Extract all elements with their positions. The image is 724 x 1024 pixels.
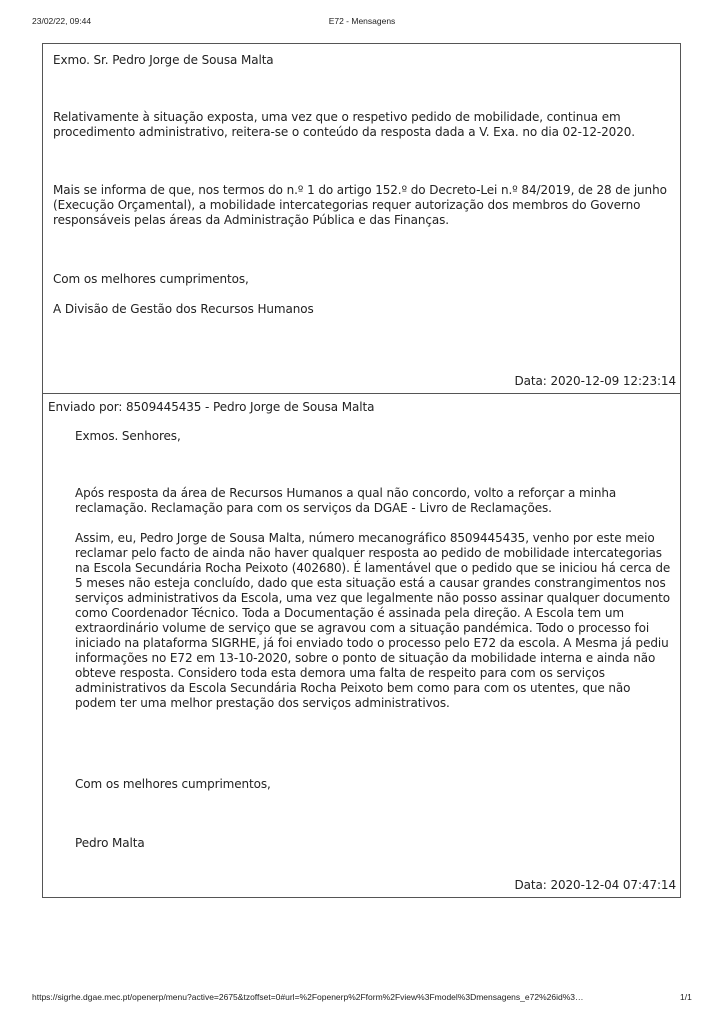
message-salutation: Exmos. Senhores, <box>75 429 181 443</box>
message-signature: Pedro Malta <box>75 836 145 850</box>
message-salutation: Exmo. Sr. Pedro Jorge de Sousa Malta <box>53 53 274 67</box>
message-date: Data: 2020-12-09 12:23:14 <box>514 374 676 388</box>
message-signature: A Divisão de Gestão dos Recursos Humanos <box>53 302 314 316</box>
message-closing: Com os melhores cumprimentos, <box>53 272 249 286</box>
message-closing: Com os melhores cumprimentos, <box>75 777 271 791</box>
message-paragraph: Assim, eu, Pedro Jorge de Sousa Malta, número mecanográfico 8509445435, venho por este meio reclamar pelo facto de ainda não haver qualquer resposta ao pedido de mobilidade intercategorias na Escola Secundária Rocha Peixoto (402680). É lamentável que o pedido que se iniciou há cerca de 5 meses não esteja concluído, dado que esta situação está a causar grandes constrangimentos nos serviços administrativos da Escola, uma vez que legalmente não posso assinar qualquer documento como Coordenador Técnico. Toda a Documentação é assinada pela direção. A Escola tem um extraordinário volume de serviço que se agravou com a situação pandémica. Todo o processo foi iniciado na plataforma SIGRHE, já foi enviado todo o processo pelo E72 da escola. A Mesma já pediu informações no E72 em 13-10-2020, sobre o ponto de situação da mobilidade interna e ainda não obteve resposta. Considero toda esta demora uma falta de respeito para com os serviços administrativos da Escola Secundária Rocha Peixoto bem como para com os utentes, que não podem ter uma melhor prestação dos serviços administrativos. <box>75 531 671 710</box>
message-complaint <box>42 393 681 898</box>
message-reply <box>42 43 681 394</box>
message-paragraph: Mais se informa de que, nos termos do n.º 1 do artigo 152.º do Decreto-Lei n.º 84/2019, de 28 de junho (Execução Orçamental), a mobilidade intercategorias requer autorização dos membros do Governo responsáveis pelas áreas da Administração Pública e das Finanças. <box>53 183 667 227</box>
print-header <box>0 16 724 30</box>
print-footer <box>0 992 724 1006</box>
message-date: Data: 2020-12-04 07:47:14 <box>514 878 676 892</box>
page-url: https://sigrhe.dgae.mec.pt/openerp/menu?active=2675&tzoffset=0#url=%2Fopenerp%2Fform%2Fview%3Fmodel%3Dmensagens_e72%26id%3… <box>32 992 584 1002</box>
message-paragraph: Relativamente à situação exposta, uma vez que o respetivo pedido de mobilidade, continua em procedimento administrativo, reitera-se o conteúdo da resposta dada a V. Exa. no dia 02-12-2020. <box>53 110 635 139</box>
message-sender: Enviado por: 8509445435 - Pedro Jorge de Sousa Malta <box>48 400 375 414</box>
page-number: 1/1 <box>680 992 692 1002</box>
print-title: E72 - Mensagens <box>328 16 396 26</box>
message-paragraph: Após resposta da área de Recursos Humanos a qual não concordo, volto a reforçar a minha reclamação. Reclamação para com os serviços da DGAE - Livro de Reclamações. <box>75 486 617 515</box>
print-datetime: 23/02/22, 09:44 <box>32 16 92 26</box>
